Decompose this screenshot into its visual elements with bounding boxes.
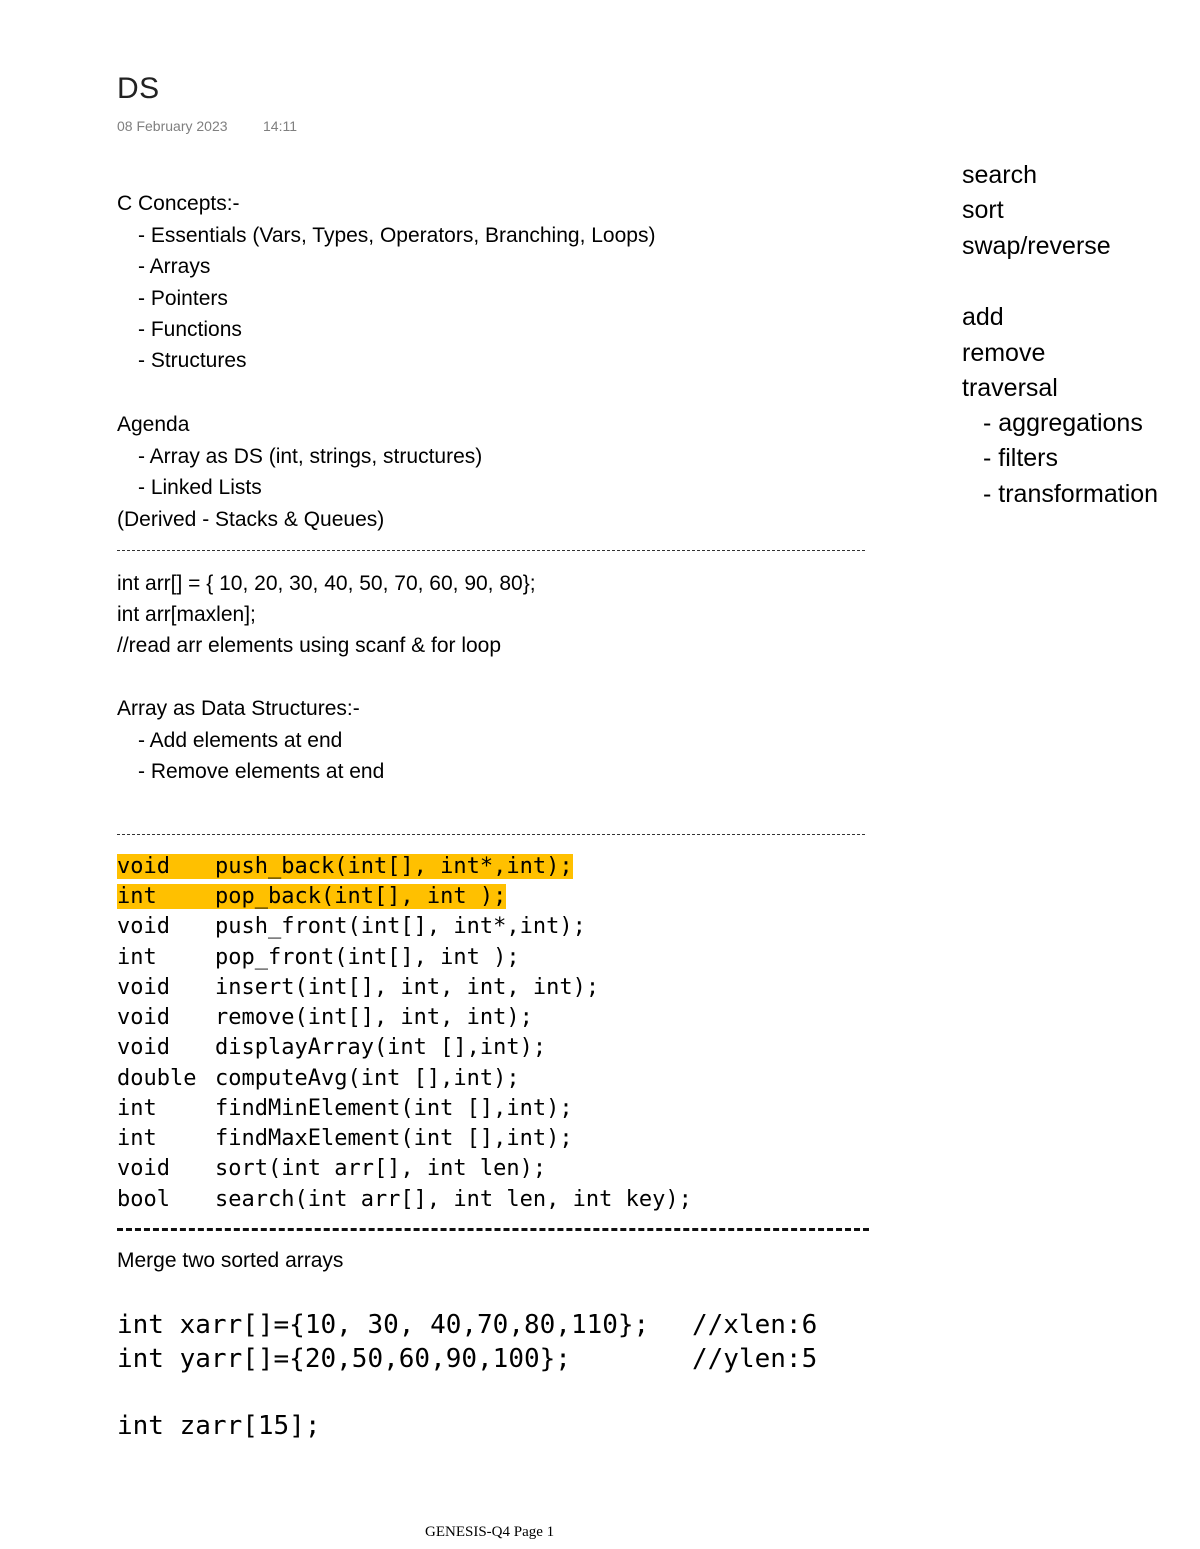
code-line: [117, 1033, 546, 1063]
side-sub-note: - filters: [983, 444, 1058, 473]
list-item: - Arrays: [138, 251, 210, 283]
divider: [117, 550, 865, 551]
code-line: int zarr[15];: [117, 1411, 321, 1441]
code-line: int yarr[]={20,50,60,90,100};: [117, 1344, 571, 1374]
code-comment: //ylen:5: [692, 1344, 818, 1374]
return-type: int: [117, 1126, 157, 1151]
agenda-derived: (Derived - Stacks & Queues): [117, 508, 385, 531]
list-item: - Essentials (Vars, Types, Operators, Branching, Loops): [138, 220, 655, 252]
code-line: [117, 1185, 692, 1215]
signature: remove(int[], int, int);: [215, 1005, 533, 1030]
code-line: int arr[maxlen];: [117, 603, 256, 626]
code-comment: //xlen:6: [692, 1310, 818, 1340]
signature: findMinElement(int [],int);: [215, 1096, 573, 1121]
signature: displayArray(int [],int);: [215, 1035, 547, 1060]
list-item: - Array as DS (int, strings, structures): [138, 441, 482, 473]
page-date: 08 February 2023: [117, 118, 228, 134]
page-time: 14:11: [263, 118, 297, 134]
code-line: [117, 943, 520, 973]
code-line: [117, 973, 599, 1003]
code-line: [117, 852, 573, 882]
return-type: void: [117, 975, 170, 1000]
signature: pop_back(int[], int );: [215, 884, 507, 909]
side-note: remove: [962, 339, 1046, 367]
code-line: [117, 1154, 546, 1184]
return-type: double: [117, 1066, 197, 1091]
code-line: [117, 1124, 573, 1154]
page-footer: GENESIS-Q4 Page 1: [425, 1524, 555, 1540]
return-type: void: [117, 1005, 170, 1030]
return-type: int: [117, 884, 157, 909]
list-item: - Pointers: [138, 283, 228, 315]
return-type: void: [117, 914, 170, 939]
signature: pop_front(int[], int );: [215, 945, 520, 970]
c-concepts-heading: C Concepts:-: [117, 192, 240, 215]
page-title: DS: [117, 72, 160, 105]
side-sub-note: - aggregations: [983, 409, 1143, 438]
code-comment: //read arr elements using scanf & for loop: [117, 634, 502, 657]
side-note: swap/reverse: [962, 232, 1111, 260]
code-line: int arr[] = { 10, 20, 30, 40, 50, 70, 60, 90, 80};: [117, 572, 536, 595]
agenda-heading: Agenda: [117, 413, 190, 436]
return-type: void: [117, 854, 170, 879]
array-ds-heading: Array as Data Structures:-: [117, 697, 360, 720]
side-note: add: [962, 303, 1004, 331]
return-type: void: [117, 1156, 170, 1181]
signature: search(int arr[], int len, int key);: [215, 1187, 692, 1212]
list-item: - Functions: [138, 314, 242, 346]
code-line: [117, 1003, 533, 1033]
signature: insert(int[], int, int, int);: [215, 975, 600, 1000]
side-sub-note: - transformation: [983, 480, 1158, 509]
code-line: [117, 882, 506, 912]
code-line: int xarr[]={10, 30, 40,70,80,110};: [117, 1310, 650, 1340]
code-line: [117, 1064, 520, 1094]
code-line: [117, 912, 586, 942]
signature: sort(int arr[], int len);: [215, 1156, 547, 1181]
merge-heading: Merge two sorted arrays: [117, 1249, 344, 1272]
return-type: int: [117, 945, 157, 970]
list-item: - Linked Lists: [138, 472, 262, 504]
return-type: void: [117, 1035, 170, 1060]
side-note: sort: [962, 196, 1004, 224]
signature: computeAvg(int [],int);: [215, 1066, 520, 1091]
signature: findMaxElement(int [],int);: [215, 1126, 573, 1151]
return-type: bool: [117, 1187, 170, 1212]
list-item: - Structures: [138, 345, 247, 377]
signature: push_back(int[], int*,int);: [215, 854, 573, 879]
signature: push_front(int[], int*,int);: [215, 914, 586, 939]
list-item: - Add elements at end: [138, 725, 342, 757]
return-type: int: [117, 1096, 157, 1121]
list-item: - Remove elements at end: [138, 756, 384, 788]
side-note: traversal: [962, 374, 1058, 402]
code-line: [117, 1094, 573, 1124]
divider: [117, 834, 865, 835]
side-note: search: [962, 161, 1038, 189]
divider: [117, 1228, 869, 1231]
